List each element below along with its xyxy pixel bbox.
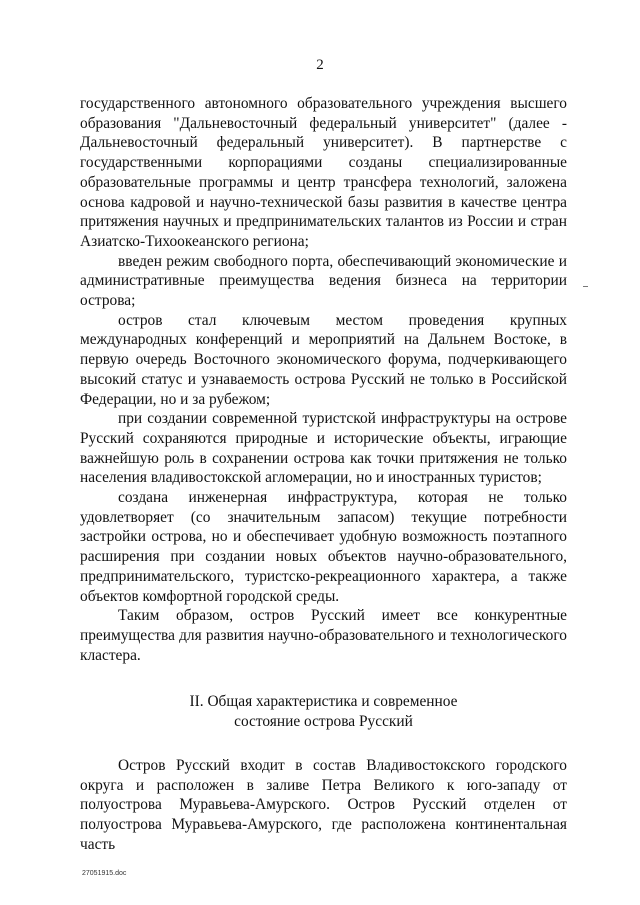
paragraph-conferences: остров стал ключевым местом проведения крупных международных конференций и мероприятий на Дальнем Востоке, в первую очередь Восточного экономического форума, подчеркивающего высокий статус и узнаваемость острова Русский не только в Российской Федерации, но и за рубежом; — [80, 311, 567, 408]
page-number: 2 — [316, 57, 324, 73]
section-heading-line-1: II. Общая характеристика и современное — [189, 693, 458, 711]
margin-mark — [583, 286, 588, 287]
paragraph-university-continuation: государственного автономного образовательного учреждения высшего образования "Дальневосточный федеральный университет" (далее - Дальневосточный федеральный университет). В партнерстве с государственными корпорациями созданы специализированные образовательные программы и центр трансфера технологий, заложена основа кадровой и научно-технической базы развития в качестве центра притяжения научных и предпринимательских талантов из России и стран Азиатско-Тихоокеанского региона; — [80, 95, 567, 250]
paragraph-conclusion: Таким образом, остров Русский имеет все конкурентные преимущества для развития научно-образовательного и технологического кластера. — [80, 607, 567, 664]
paragraph-free-port: введен режим свободного порта, обеспечивающий экономические и административные преимущества ведения бизнеса на территории острова; — [80, 252, 567, 310]
document-body — [80, 94, 567, 854]
section-heading — [80, 692, 567, 731]
footer-file-name: 27051915.doc — [82, 870, 127, 877]
paragraph-infrastructure: создана инженерная инфраструктура, которая не только удовлетворяет (со значительным запасом) текущие потребности застройки острова, но и обеспечивает удобную возможность поэтапного расширения при создании новых объектов научно-образовательного, предпринимательского, туристско-рекреационного характера, а также объектов комфортной городской среды. — [80, 489, 567, 605]
paragraph-tourism: при создании современной туристской инфраструктуры на острове Русский сохраняются природные и исторические объекты, играющие важнейшую роль в сохранении острова как точки притяжения не только населения владивостокской агломерации, но и иностранных туристов; — [80, 410, 567, 487]
paragraph-island-location: Остров Русский входит в состав Владивостокского городского округа и расположен в заливе Петра Великого к юго-западу от полуострова Муравьева-Амурского. Остров Русский отделен от полуострова Муравьева-Амурского, где расположена континентальная часть — [80, 756, 567, 853]
section-heading-line-2: состояние острова Русский — [234, 713, 413, 731]
